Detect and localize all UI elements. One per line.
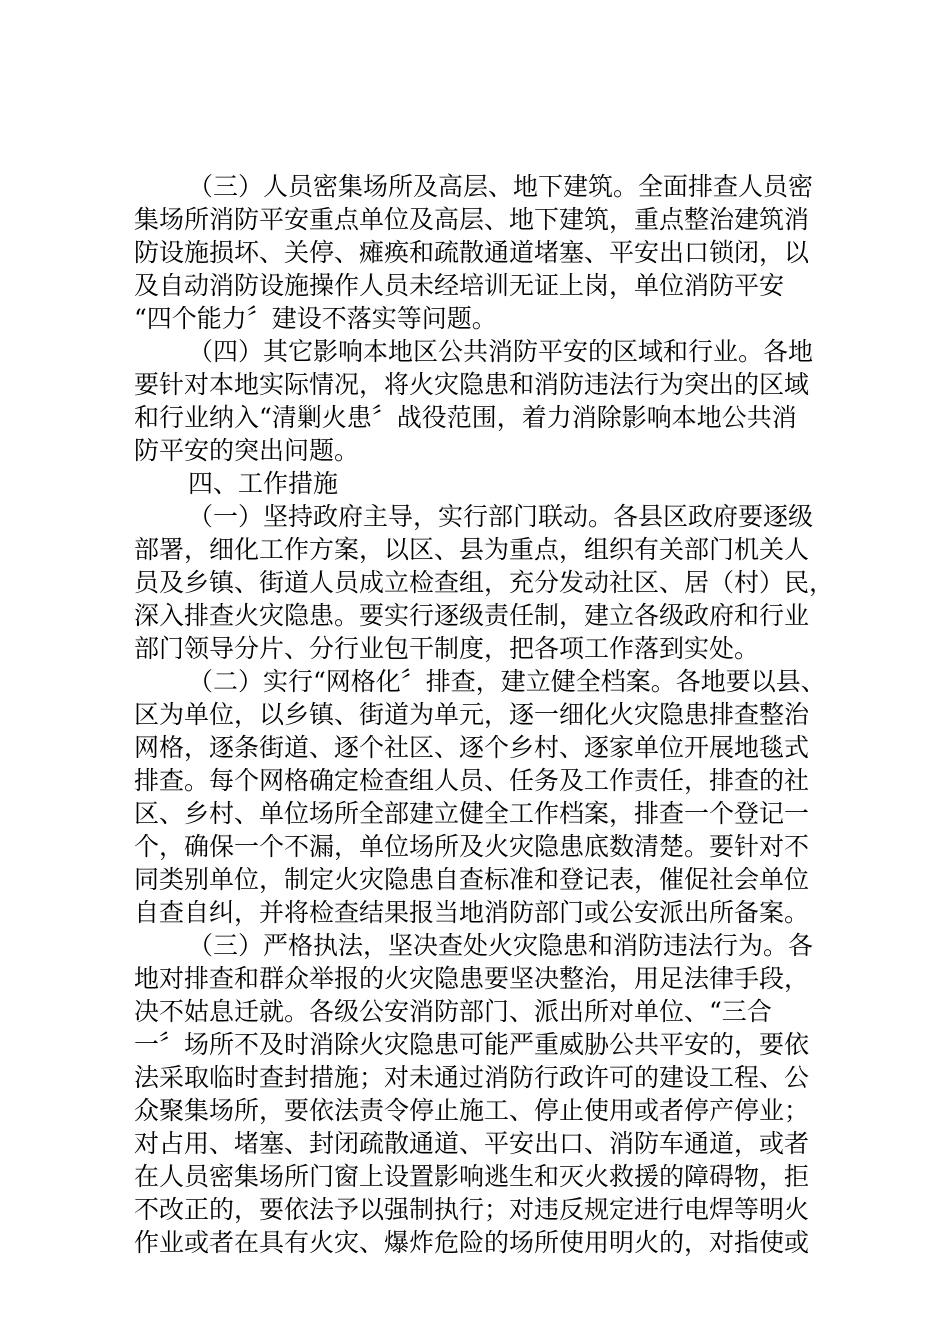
text-line: 对占用、堵塞、封闭疏散通道、平安出口、消防车通道，或者	[134, 1129, 810, 1158]
text-line: 地对排查和群众举报的火灾隐患要坚决整治，用足法律手段，	[134, 964, 810, 993]
text-line: 自查自纠，并将检查结果报当地消防部门或公安派出所备案。	[134, 898, 810, 927]
text-line: （一）坚持政府主导，实行部门联动。各县区政府要逐级	[188, 502, 814, 531]
text-line: （二）实行“网格化〞排查，建立健全档案。各地要以县、	[188, 667, 826, 696]
text-line: （三）严格执法，坚决查处火灾隐患和消防违法行为。各	[188, 931, 814, 960]
text-line: 及自动消防设施操作人员未经培训无证上岗，单位消防平安	[134, 271, 785, 300]
text-line: “四个能力〞建设不落实等问题。	[134, 304, 497, 333]
text-line: 和行业纳入“清剿火患〞战役范围，着力消除影响本地公共消	[134, 403, 797, 432]
text-line: 个，确保一个不漏，单位场所及火灾隐患底数清楚。要针对不	[134, 832, 810, 861]
text-line: （三）人员密集场所及高层、地下建筑。全面排查人员密	[188, 172, 814, 201]
text-line: 众聚集场所，要依法责令停止施工、停止使用或者停产停业；	[134, 1096, 810, 1125]
text-line: 排查。每个网格确定检查组人员、任务及工作责任，排查的社	[134, 766, 810, 795]
text-line: 区、乡村、单位场所全部建立健全工作档案，排查一个登记一	[134, 799, 810, 828]
text-line: 区为单位，以乡镇、街道为单元，逐一细化火灾隐患排查整治	[134, 700, 810, 729]
text-line: 同类别单位，制定火灾隐患自查标准和登记表，催促社会单位	[134, 865, 810, 894]
text-line: 决不姑息迁就。各级公安消防部门、派出所对单位、“三合	[134, 997, 772, 1026]
text-line: 网格，逐条街道、逐个社区、逐个乡村、逐家单位开展地毯式	[134, 733, 810, 762]
text-line: 法采取临时查封措施；对未通过消防行政许可的建设工程、公	[134, 1063, 810, 1092]
text-line: （四）其它影响本地区公共消防平安的区域和行业。各地	[188, 337, 814, 366]
document-body	[134, 170, 834, 1259]
text-line: 防设施损坏、关停、瘫痪和疏散通道堵塞、平安出口锁闭，以	[134, 238, 810, 267]
text-line: 部署，细化工作方案，以区、县为重点，组织有关部门机关人	[134, 535, 810, 564]
text-line: 一〞场所不及时消除火灾隐患可能严重威胁公共平安的，要依	[134, 1030, 810, 1059]
text-line: 要针对本地实际情况，将火灾隐患和消防违法行为突出的区域	[134, 370, 810, 399]
text-line: 四、工作措施	[188, 469, 339, 498]
text-line: 深入排查火灾隐患。要实行逐级责任制，建立各级政府和行业	[134, 601, 810, 630]
text-line: 作业或者在具有火灾、爆炸危险的场所使用明火的，对指使或	[134, 1228, 810, 1257]
text-line: 集场所消防平安重点单位及高层、地下建筑，重点整治建筑消	[134, 205, 810, 234]
text-line: 在人员密集场所门窗上设置影响逃生和灭火救援的障碍物，拒	[134, 1162, 810, 1191]
text-line: 部门领导分片、分行业包干制度，把各项工作落到实处。	[134, 634, 760, 663]
text-line: 不改正的，要依法予以强制执行；对违反规定进行电焊等明火	[134, 1195, 810, 1224]
text-line: 员及乡镇、街道人员成立检查组，充分发动社区、居（村）民，	[134, 568, 835, 597]
text-line: 防平安的突出问题。	[134, 436, 360, 465]
